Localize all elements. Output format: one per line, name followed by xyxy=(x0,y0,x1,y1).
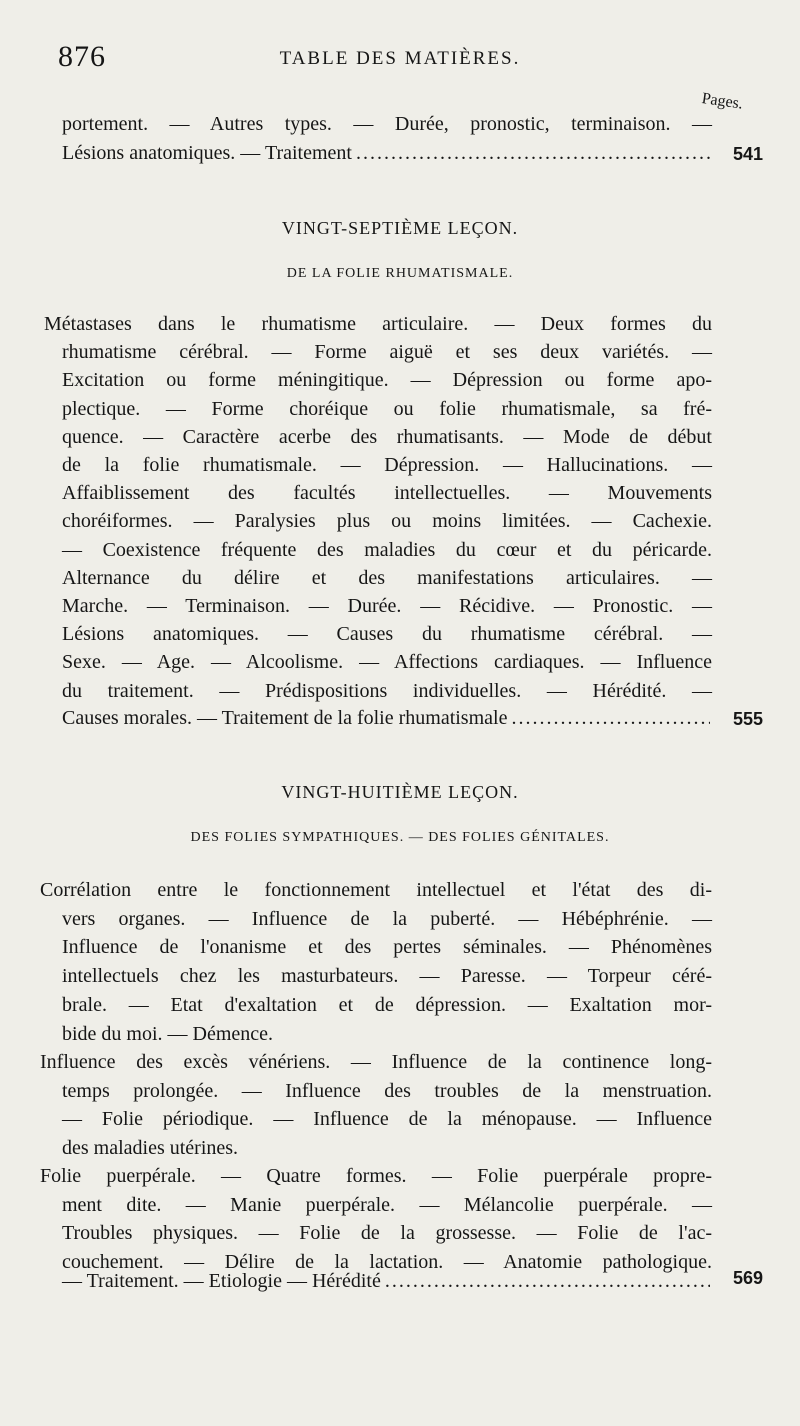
toc-line: ment dite. — Manie puerpérale. — Mélancolie puerpérale. — xyxy=(62,1193,712,1216)
toc-line: portement. — Autres types. — Durée, pronostic, terminaison. — xyxy=(62,113,712,135)
toc-line: des maladies utérines. xyxy=(62,1137,239,1160)
page-header xyxy=(0,40,800,80)
running-title: TABLE DES MATIÈRES. xyxy=(279,48,521,69)
toc-line: choréiformes. — Paralysies plus ou moins limitées. — Cachexie. xyxy=(62,510,712,533)
toc-line: brale. — Etat d'exaltation et de dépression. — Exaltation mor- xyxy=(62,993,712,1016)
lecture-title: VINGT-HUITIÈME LEÇON. xyxy=(281,782,519,802)
toc-line: du traitement. — Prédispositions individuelles. — Hérédité. — xyxy=(62,679,712,702)
toc-line: plectique. — Forme choréique ou folie rhumatismale, sa fré- xyxy=(62,397,712,420)
toc-leader-line xyxy=(62,704,714,732)
toc-line: temps prolongée. — Influence des troubles de la menstruation. xyxy=(62,1079,712,1102)
toc-leader-line xyxy=(62,1267,714,1295)
dot-leader xyxy=(385,1267,710,1295)
toc-line: bide du moi. — Démence. xyxy=(62,1022,274,1045)
toc-line: Excitation ou forme méningitique. — Dépression ou forme apo- xyxy=(62,369,712,392)
dot-leader xyxy=(511,704,710,732)
toc-line: de la folie rhumatismale. — Dépression. — Hallucinations. — xyxy=(62,454,712,476)
page-ref: 569 xyxy=(733,1268,764,1288)
toc-line: Sexe. — Age. — Alcoolisme. — Affections cardiaques. — Influence xyxy=(62,651,712,674)
toc-line: — Coexistence fréquente des maladies du cœur et du péricarde. xyxy=(62,538,712,561)
lecture-subtitle: DES FOLIES SYMPATHIQUES. — DES FOLIES GÉNITALES. xyxy=(190,830,610,845)
toc-leader-line xyxy=(62,139,714,167)
toc-line: Métastases dans le rhumatisme articulaire. — Deux formes du xyxy=(44,313,712,335)
toc-line-text: Lésions anatomiques. — Traitement xyxy=(62,142,352,164)
page-ref: 541 xyxy=(733,144,764,164)
toc-line: Influence de l'onanisme et des pertes séminales. — Phénomènes xyxy=(62,936,712,959)
pages-column-label: Pages. xyxy=(700,90,744,113)
toc-line: Affaiblissement des facultés intellectuelles. — Mouvements xyxy=(62,482,712,505)
toc-line: quence. — Caractère acerbe des rhumatisants. — Mode de début xyxy=(62,425,712,448)
toc-line-text: — Traitement. — Etiologie — Hérédité xyxy=(62,1270,381,1292)
lecture-title: VINGT-SEPTIÈME LEÇON. xyxy=(281,218,519,238)
toc-line: couchement. — Délire de la lactation. — Anatomie pathologique. xyxy=(62,1251,712,1274)
toc-line: Marche. — Terminaison. — Durée. — Récidive. — Pronostic. — xyxy=(62,595,712,617)
lecture-subtitle: DE LA FOLIE RHUMATISMALE. xyxy=(286,266,514,281)
page-number: 876 xyxy=(58,40,106,73)
toc-line: intellectuels chez les masturbateurs. — Paresse. — Torpeur céré- xyxy=(62,965,712,988)
toc-line: Influence des excès vénériens. — Influence de la continence long- xyxy=(40,1051,712,1073)
toc-line: Corrélation entre le fonctionnement intellectuel et l'état des di- xyxy=(40,879,712,901)
toc-line: vers organes. — Influence de la puberté. — Hébéphrénie. — xyxy=(62,907,712,930)
page-ref: 555 xyxy=(733,709,764,729)
toc-line: Lésions anatomiques. — Causes du rhumatisme cérébral. — xyxy=(62,623,712,646)
toc-line: Folie puerpérale. — Quatre formes. — Folie puerpérale propre- xyxy=(40,1165,712,1187)
toc-line-text: Causes morales. — Traitement de la folie rhumatismale xyxy=(62,707,508,729)
toc-line: Alternance du délire et des manifestations articulaires. — xyxy=(62,566,712,589)
toc-line: — Folie périodique. — Influence de la ménopause. — Influence xyxy=(62,1108,712,1131)
dot-leader xyxy=(356,139,710,167)
toc-line: Troubles physiques. — Folie de la grossesse. — Folie de l'ac- xyxy=(62,1222,712,1245)
toc-line: rhumatisme cérébral. — Forme aiguë et ses deux variétés. — xyxy=(62,341,712,364)
